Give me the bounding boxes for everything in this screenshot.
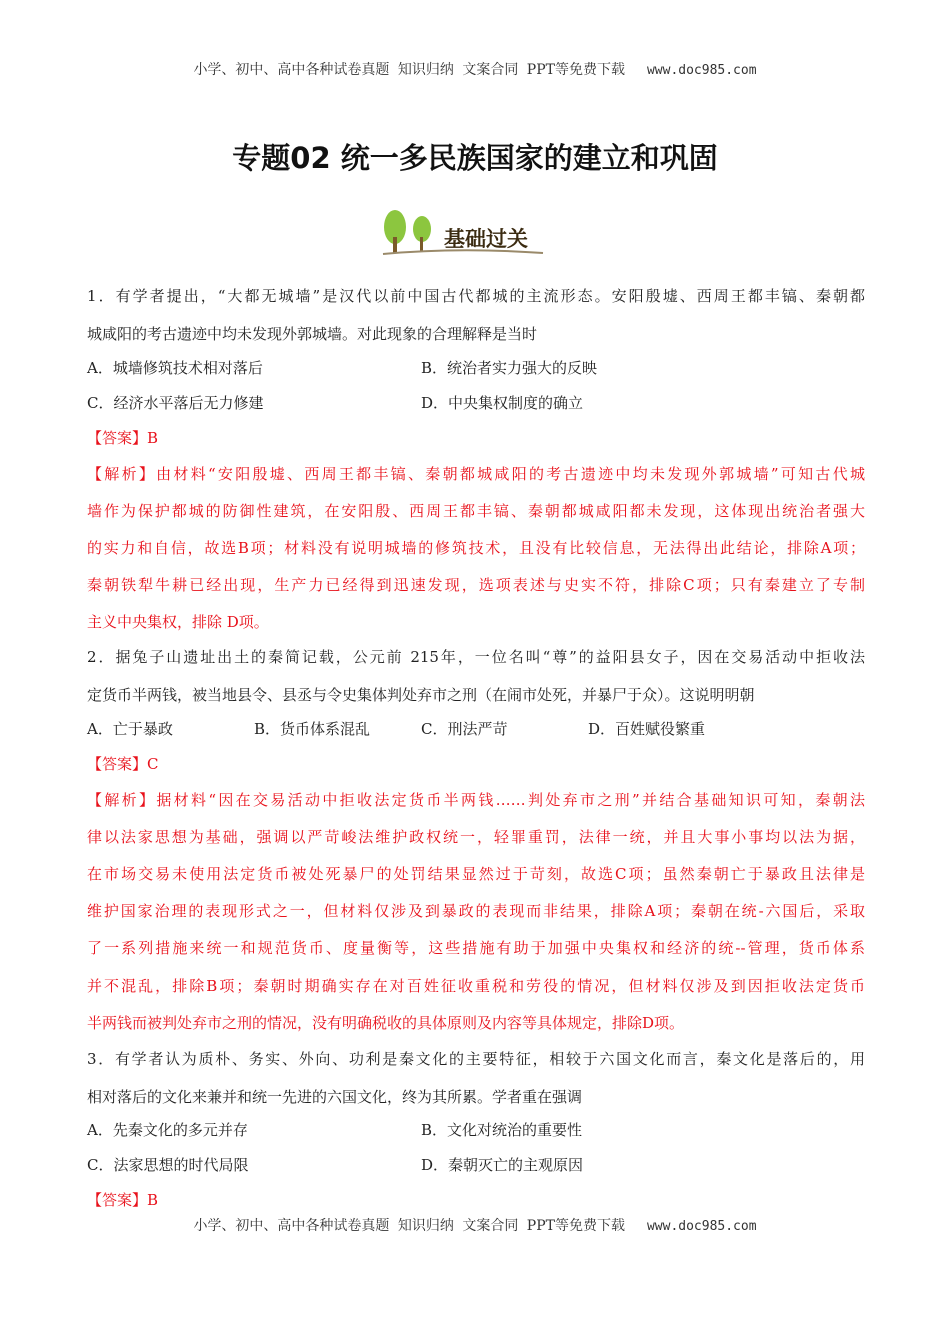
analysis-text: 了一系列措施来统一和规范货币、度量衡等，这些措施有助于加强中央集权和经济的统--管理，货币体系 bbox=[87, 939, 865, 957]
page-title: 专题02 统一多民族国家的建立和巩固 bbox=[232, 141, 718, 175]
page-header bbox=[0, 59, 950, 79]
option-b: B．统治者实力强大的反映 bbox=[421, 359, 598, 377]
analysis-text: 主义中央集权，排除 D项。 bbox=[87, 613, 269, 631]
answer: 【答案】B bbox=[87, 1191, 159, 1209]
footer-url[interactable]: www.doc985.com bbox=[646, 1219, 757, 1234]
option-c: C．经济水平落后无力修建 bbox=[87, 394, 264, 412]
question-2-text: 2．据兔子山遗址出土的秦简记载，公元前 215年，一位名叫“尊”的益阳县女子，因在交易活动中拒收法 bbox=[87, 648, 865, 666]
answer: 【答案】C bbox=[87, 755, 159, 773]
option-b: B．文化对统治的重要性 bbox=[421, 1121, 583, 1139]
option-d: D．中央集权制度的确立 bbox=[421, 394, 584, 412]
analysis-text: 半两钱而被判处弃市之刑的情况，没有明确税收的具体原则及内容等具体规定，排除D项。 bbox=[87, 1014, 685, 1032]
analysis-text: 秦朝铁犁牛耕已经出现，生产力已经得到迅速发现，选项表述与史实不符，排除C项；只有秦建立了专制 bbox=[87, 576, 865, 594]
section-label: 基础过关 bbox=[444, 227, 528, 251]
option-c: C．刑法严苛 bbox=[421, 720, 508, 738]
analysis-text: 律以法家思想为基础，强调以严苛峻法维护政权统一，轻罪重罚，法律一统，并且大事小事均以法为据， bbox=[87, 828, 865, 846]
question-1-text: 城咸阳的考古遗迹中均未发现外郭城墙。对此现象的合理解释是当时 bbox=[87, 325, 538, 343]
analysis-text: 【解析】由材料“安阳殷墟、西周王都丰镐、秦朝都城咸阳的考古遗迹中均未发现外郭城墙”可知古代城 bbox=[87, 465, 865, 483]
answer: 【答案】B bbox=[87, 429, 159, 447]
question-2-text: 定货币半两钱，被当地县令、县丞与令史集体判处弃市之刑（在闹市处死，并暴尸于众）。这说明明朝 bbox=[87, 686, 755, 704]
option-a: A．亡于暴政 bbox=[87, 720, 173, 738]
analysis-text: 【解析】据材料“因在交易活动中拒收法定货币半两钱……判处弃市之刑”并结合基础知识可知，秦朝法 bbox=[87, 791, 865, 809]
option-c: C．法家思想的时代局限 bbox=[87, 1156, 249, 1174]
header-text: 小学、初中、高中各种试卷真题 知识归纳 文案合同 PPT等免费下载 bbox=[193, 62, 625, 78]
option-a: A．先秦文化的多元并存 bbox=[87, 1121, 248, 1139]
question-3-text: 相对落后的文化来兼并和统一先进的六国文化，终为其所累。学者重在强调 bbox=[87, 1088, 583, 1106]
analysis-text: 墙作为保护都城的防御性建筑，在安阳殷、西周王都丰镐、秦朝都城咸阳都未发现，这体现出统治者强大 bbox=[87, 502, 865, 520]
option-b: B．货币体系混乱 bbox=[254, 720, 371, 738]
analysis-text: 在市场交易未使用法定货币被处死暴尸的处罚结果显然过于苛刻，故选C项；虽然秦朝亡于暴政且法律是 bbox=[87, 865, 865, 883]
analysis-text: 的实力和自信，故选B项；材料没有说明城墙的修筑技术，且没有比较信息，无法得出此结论，排除A项； bbox=[87, 539, 865, 557]
section-badge bbox=[378, 207, 548, 257]
page-footer bbox=[0, 1215, 950, 1235]
question-3-text: 3．有学者认为质朴、务实、外向、功利是秦文化的主要特征，相较于六国文化而言，秦文化是落后的，用 bbox=[87, 1050, 865, 1068]
analysis-text: 维护国家治理的表现形式之一，但材料仅涉及到暴政的表现而非结果，排除A项；秦朝在统-六国后，采取 bbox=[87, 902, 865, 920]
question-1-text: 1．有学者提出，“大都无城墙”是汉代以前中国古代都城的主流形态。安阳殷墟、西周王都丰镐、秦朝都 bbox=[87, 287, 865, 305]
option-a: A．城墙修筑技术相对落后 bbox=[87, 359, 263, 377]
header-url[interactable]: www.doc985.com bbox=[646, 63, 757, 78]
footer-text: 小学、初中、高中各种试卷真题 知识归纳 文案合同 PPT等免费下载 bbox=[193, 1218, 625, 1234]
option-d: D．百姓赋役繁重 bbox=[588, 720, 706, 738]
analysis-text: 并不混乱，排除B项；秦朝时期确实存在对百姓征收重税和劳役的情况，但材料仅涉及到因拒收法定货币 bbox=[87, 977, 865, 995]
option-d: D．秦朝灭亡的主观原因 bbox=[421, 1156, 584, 1174]
